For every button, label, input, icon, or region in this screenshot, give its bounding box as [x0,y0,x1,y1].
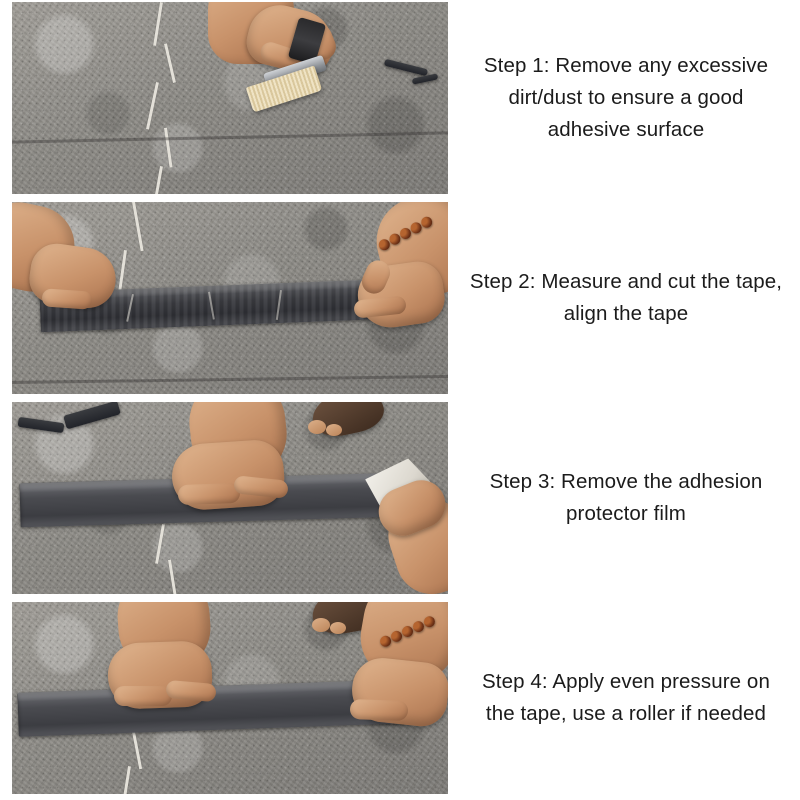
finger [41,288,92,309]
finger [350,699,409,721]
toe [326,424,342,436]
step-2-photo [12,202,448,394]
step-3-photo [12,402,448,594]
step-row-3 [0,402,800,594]
finger [114,686,172,706]
step-4-caption [448,602,800,794]
step-1-caption [448,2,800,194]
step-row-4 [0,602,800,794]
step-3-caption [448,402,800,594]
step-4-caption-text: Step 4: Apply even pressure on the tape, use a roller if needed [482,670,770,725]
toe [308,420,326,434]
step-row-2 [0,202,800,394]
toe [312,618,330,632]
step-2-caption [448,202,800,394]
step-1-photo [12,2,448,194]
step-1-caption-text: Step 1: Remove any excessive dirt/dust to ensure a good adhesive surface [483,54,769,141]
toe [330,622,346,634]
finger [178,483,241,505]
step-4-photo [12,602,448,794]
step-3-caption-text: Step 3: Remove the adhesion protector film [489,470,763,525]
step-2-caption-text: Step 2: Measure and cut the tape, align the tape [469,270,783,325]
step-row-1 [0,2,800,194]
